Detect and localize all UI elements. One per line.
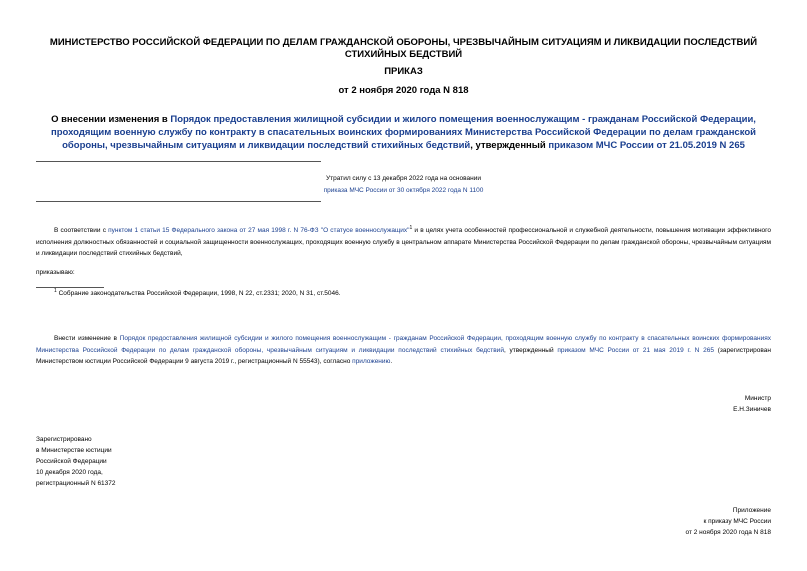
appendix-block <box>551 505 771 538</box>
procedure-link[interactable]: Порядок предоставления жилищной субсидии и жилого помещения военнослужащим - гражданам Российской Федерации, проходящим военную службу по контракту в спасательных воинских формированиях Министерства Российской Федерации по делам гражданской обороны, чрезвычайным ситуациям и ликвидации последствий стихийных бедствий <box>36 335 771 354</box>
registration-line: в Министерстве юстиции <box>36 447 112 454</box>
footnote-ref[interactable]: 1 <box>409 225 413 231</box>
document-date-number: от 2 ноября 2020 года N 818 <box>338 85 469 96</box>
document-type: ПРИКАЗ <box>384 66 423 77</box>
footnote-mark: 1 <box>54 288 57 294</box>
document-title <box>36 113 771 152</box>
appendix-line: от 2 ноября 2020 года N 818 <box>685 529 771 536</box>
title-middle: , утвержденный <box>470 140 549 151</box>
registration-block <box>36 434 116 489</box>
paragraph-amendment <box>36 333 771 368</box>
title-prefix: О внесении изменения в <box>51 114 171 125</box>
signer-name: Е.Н.Зиничев <box>733 406 771 413</box>
para2-prefix: Внести изменение в <box>54 335 120 342</box>
order-265-link[interactable]: приказом МЧС России от 21 мая 2019 г. N 265 <box>557 346 714 354</box>
ministry-heading: МИНИСТЕРСТВО РОССИЙСКОЙ ФЕДЕРАЦИИ ПО ДЕЛАМ ГРАЖДАНСКОЙ ОБОРОНЫ, ЧРЕЗВЫЧАЙНЫМ СИТУАЦИЯМ И ЛИКВИДАЦИИ ПОСЛЕДСТВИЙ СТИХИЙНЫХ БЕДСТВИЙ <box>49 37 758 60</box>
para1-rest: и в целях учета особенностей профессиональной и служебной деятельности, повышения мотивации эффективного исполнения должностных обязанностей и социальной защищенности военнослужащих, проходящих военную службу в центральном аппарате Министерства Российской Федерации по делам гражданской обороны, чрезвычайным ситуациям и ликвидации последствий стихийных бедствий, <box>36 227 771 258</box>
appendix-link[interactable]: приложению <box>352 358 391 365</box>
registration-line: Российской Федерации <box>36 458 107 465</box>
signer-position: Министр <box>744 395 771 402</box>
order-word: приказываю: <box>36 269 75 276</box>
title-procedure-link[interactable]: Порядок предоставления жилищной субсидии и жилого помещения военнослужащим - гражданам Российской Федерации, проходящим военную службу по контракту в спасательных воинских формированиях Министерства Российской Федерации по делам гражданской обороны, чрезвычайным ситуациям и ликвидации последствий стихийных бедствий <box>51 114 756 151</box>
para2-end: . <box>390 358 393 365</box>
registration-line: Зарегистрировано <box>36 436 92 443</box>
registration-line: 10 декабря 2020 года, <box>36 469 103 476</box>
para2-middle: , утвержденный <box>503 346 558 354</box>
footnote-text: Собрание законодательства Российской Федерации, 1998, N 22, ст.2331; 2020, N 31, ст.5046. <box>56 290 341 298</box>
expired-text: Утратил силу с 13 декабря 2022 года на основании <box>326 175 481 182</box>
para1-prefix: В соответствии с <box>54 227 109 235</box>
para2-rest: (зарегистрирован Министерством юстиции Российской Федерации 9 августа 2019 г., регистрационный N 55543), согласно <box>36 346 771 365</box>
divider-bottom <box>36 201 321 202</box>
appendix-line: к приказу МЧС России <box>703 518 771 525</box>
signature-block <box>571 393 771 415</box>
title-order-link[interactable]: приказом МЧС России от 21.05.2019 N 265 <box>548 140 745 151</box>
footnote <box>54 288 341 297</box>
expired-order-link[interactable]: приказа МЧС России от 30 октября 2022 года N 1100 <box>323 187 484 194</box>
appendix-line: Приложение <box>732 507 771 514</box>
registration-line: регистрационный N 61372 <box>36 480 116 487</box>
expired-notice <box>36 173 771 197</box>
law-link[interactable]: пунктом 1 статьи 15 Федерального закона от 27 мая 1998 г. N 76-ФЗ "О статусе военнослужащих" <box>108 227 410 235</box>
divider-top <box>36 161 321 162</box>
paragraph-basis <box>36 223 771 260</box>
